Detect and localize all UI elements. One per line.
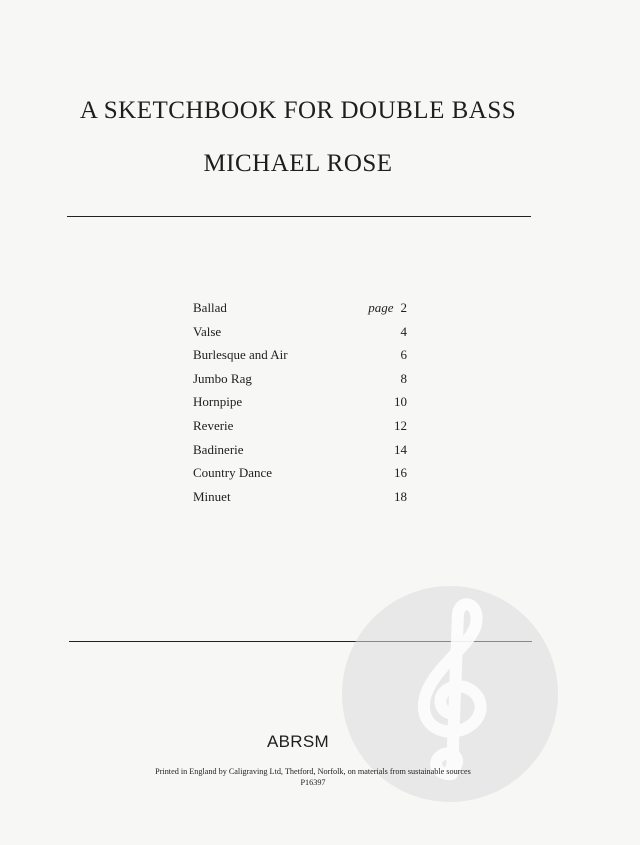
toc-entry: [193, 489, 407, 513]
toc-entry-page: 10: [394, 394, 407, 410]
toc-entry: [193, 465, 407, 489]
publisher-logo: ABRSM: [267, 732, 329, 751]
toc-entry: [193, 442, 407, 466]
toc-entry-title: Minuet: [193, 488, 231, 504]
top-divider: [67, 216, 531, 217]
toc-entry: [193, 394, 407, 418]
toc-entry-title: Burlesque and Air: [193, 347, 288, 363]
toc-entry-page: 16: [394, 465, 407, 481]
toc-entry-page: 2: [400, 300, 407, 315]
toc-entry: [193, 347, 407, 371]
toc-entry-title: Ballad: [193, 300, 227, 315]
toc-entry: [193, 324, 407, 348]
toc-entry: [193, 300, 407, 324]
toc-entry-page: 14: [394, 441, 407, 457]
toc-entry-page: 4: [400, 323, 407, 339]
toc-entry-page: 12: [394, 417, 407, 433]
toc-entry-page-wrap: [368, 300, 407, 316]
table-of-contents: [193, 300, 407, 512]
toc-entry: [193, 371, 407, 395]
toc-entry: [193, 418, 407, 442]
book-title: A SKETCHBOOK FOR DOUBLE BASS: [79, 97, 517, 124]
toc-entry-title: Badinerie: [193, 441, 244, 457]
page-word: page: [368, 300, 394, 315]
composer-name: MICHAEL ROSE: [203, 150, 393, 177]
toc-entry-page: 18: [394, 488, 407, 504]
toc-entry-title: Valse: [193, 323, 222, 339]
imprint-text: Printed in England by Caligraving Ltd, Thetford, Norfolk, on materials from sustainable sources: [155, 767, 471, 776]
catalogue-number: P16397: [300, 778, 326, 787]
toc-entry-page: 6: [400, 347, 407, 363]
toc-entry-page: 8: [400, 370, 407, 386]
toc-entry-title: Reverie: [193, 417, 234, 433]
toc-entry-title: Hornpipe: [193, 394, 243, 410]
toc-entry-title: Country Dance: [193, 465, 273, 481]
imprint: [0, 766, 626, 788]
toc-entry-title: Jumbo Rag: [193, 370, 252, 386]
